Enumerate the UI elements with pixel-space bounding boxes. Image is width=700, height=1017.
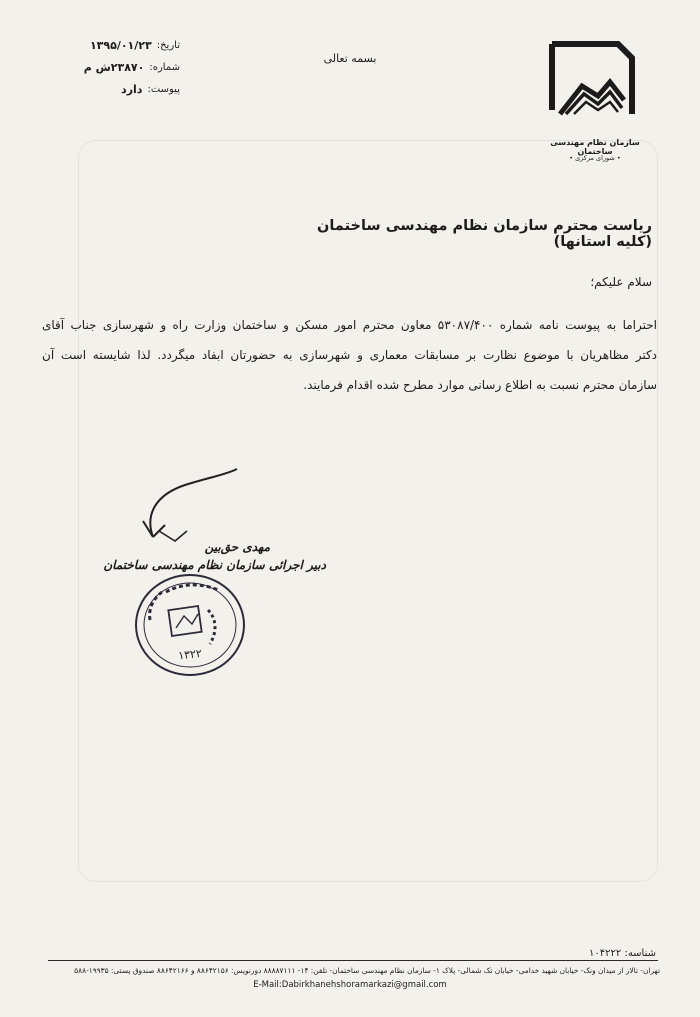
date-label: تاریخ:	[156, 39, 180, 51]
org-name: سازمان نظام مهندسی ساختمان	[550, 138, 640, 156]
letterhead-logo	[540, 30, 650, 162]
footer-address: تهران- تالار از میدان ونک- خیابان شهید خدامی- خیابان تک شمالی- پلاک ۱- سازمان نظام مهندسی ساختمان- تلفن: ۱۴- ۸۸۸۸۷۱۱۱ دورنویس: ۸۸۶۴۲۱۵۶ و ۸۸۶۴۲۱۶۶ صندوق پستی: ۱۹۹۳۵-۵۸۸	[74, 966, 660, 975]
meta-attachment	[60, 78, 180, 100]
body-line-1: احتراما به پیوست نامه شماره ۵۳۰۸۷/۴۰۰ معاون محترم امور مسکن و ساختمان وزارت راه و شهرسازی جناب آقای	[42, 318, 657, 332]
stamp-number: ۱۳۲۲	[177, 646, 203, 663]
meta-date	[60, 34, 180, 56]
body-line-2: دکتر مظاهریان با موضوع نظارت بر مسابقات معماری و شهرسازی به حضورتان ابفاد میگردد. لذا شایسته است آن	[42, 348, 657, 362]
letter-recipient: ریاست محترم سازمان نظام مهندسی ساختمان (کلیه استانها)	[317, 218, 652, 250]
org-logo-icon	[546, 30, 638, 116]
attachment-label: پیوست:	[147, 83, 180, 95]
footer-divider	[48, 960, 658, 961]
footer-email: E-Mail:Dabirkhanehshoramarkazi@gmail.com	[253, 980, 447, 990]
number-value: ۲۳۸۷۰ش م	[83, 60, 145, 74]
bismillah-heading: بسمه تعالی	[323, 52, 377, 65]
document-id: شناسه: ۱۰۴۲۲۲	[589, 948, 656, 959]
body-line-3: سازمان محترم نسبت به اطلاع رسانی موارد مطرح شده اقدام فرمایند.	[303, 378, 657, 392]
meta-number	[60, 56, 180, 78]
letter-body	[42, 318, 657, 408]
letter-greeting: سلام علیکم؛	[590, 275, 652, 289]
number-label: شماره:	[149, 61, 180, 73]
signatory-title: دبیر اجرائی سازمان نظام مهندسی ساختمان	[103, 558, 326, 572]
org-sub: • شورای مرکزی •	[569, 154, 621, 162]
attachment-value: دارد	[121, 82, 143, 96]
date-value: ۱۳۹۵/۰۱/۲۳	[89, 38, 152, 52]
meta-block	[60, 34, 180, 100]
official-stamp-icon	[130, 570, 250, 680]
signatory-name: مهدی حق‌بین	[204, 540, 270, 554]
